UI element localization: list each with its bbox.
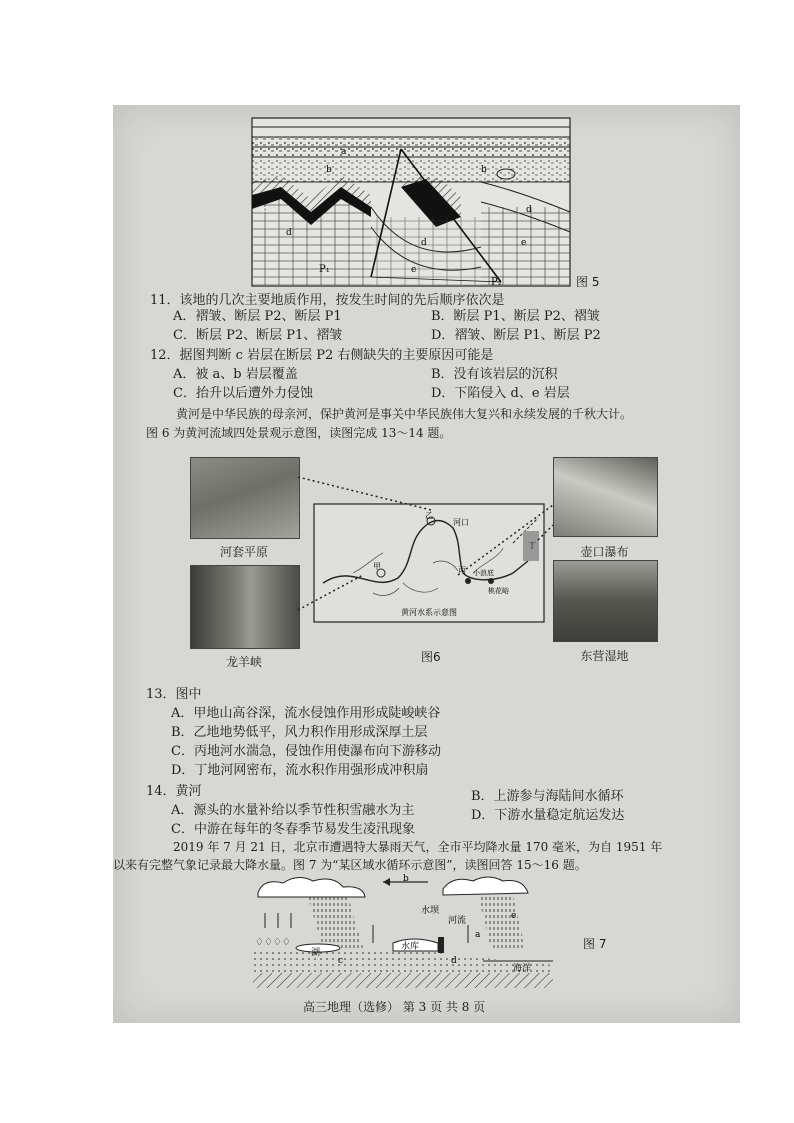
fig7-label-dam: 水坝 — [421, 906, 440, 916]
caption-hetao-plain: 河套平原 — [219, 545, 268, 559]
page-footer: 高三地理（选修） 第 3 页 共 8 页 — [303, 1000, 486, 1014]
q12-option-b[interactable]: B．没有该岩层的沉积 — [431, 367, 558, 382]
q13-option-d[interactable]: D．丁地河网密布，流水积作用强形成冲积扇 — [171, 763, 429, 778]
fig7-label-reservoir: 水库 — [401, 942, 420, 952]
fig5-mark-d2: d — [421, 238, 427, 248]
fig7-label-b: b — [403, 874, 409, 884]
caption-longyang-gorge: 龙羊峡 — [225, 655, 262, 669]
map-label-ding: 丁 — [528, 541, 536, 550]
q12-option-a[interactable]: A．被 a、b 岩层覆盖 — [173, 367, 298, 382]
fig7-label-c: c — [338, 956, 344, 966]
figure-7-label: 图 7 — [583, 937, 607, 951]
question-14-stem: 14．黄河 — [146, 784, 202, 799]
q13-option-a[interactable]: A．甲地山高谷深，流水侵蚀作用形成陡峻峡谷 — [171, 706, 441, 721]
map-label-bing: 丙 — [458, 566, 466, 575]
q12-option-d[interactable]: D．下陷侵入 d、e 岩层 — [431, 386, 570, 401]
fig7-label-river: 河流 — [448, 916, 467, 926]
map-label-yi: 乙 — [425, 511, 433, 520]
fig5-mark-b: b — [326, 165, 332, 175]
caption-hukou-waterfall: 壶口瀑布 — [580, 545, 629, 559]
svg-text:♢♢♢♢: ♢♢♢♢ — [255, 937, 291, 948]
intro-fig7-line2: 以来有完整气象记录最大降水量。图 7 为“某区域水循环示意图”，读图回答 15～16 题。 — [113, 858, 587, 872]
fig5-mark-c: c — [263, 205, 269, 215]
q14-option-c[interactable]: C．中游在每年的冬春季节易发生凌汛现象 — [171, 822, 415, 837]
map-label-xiaolangdi: 小浪底 — [473, 569, 494, 577]
question-12-stem: 12．据图判断 c 岩层在断层 P2 右侧缺失的主要原因可能是 — [150, 348, 494, 363]
fig7-label-d: d — [451, 956, 457, 966]
fig5-fault-p1: P₁ — [319, 264, 330, 275]
figure-5-label: 图 5 — [576, 275, 600, 289]
water-cycle-diagram — [253, 873, 553, 988]
fig5-mark-d: d — [286, 228, 292, 238]
fig7-label-ocean: 海洋 — [513, 964, 532, 974]
fig5-mark-e2: e — [521, 238, 527, 248]
fig5-mark-b2: b — [481, 165, 487, 175]
intro-fig6-line1: 黄河是中华民族的母亲河，保护黄河是事关中华民族伟大复兴和永续发展的千秋大计。 — [176, 407, 633, 421]
q14-option-d[interactable]: D．下游水量稳定航运发达 — [471, 808, 625, 823]
q13-option-c[interactable]: C．丙地河水湍急，侵蚀作用使瀑布向下游移动 — [171, 744, 441, 759]
exam-page — [113, 105, 740, 1023]
q13-option-b[interactable]: B．乙地地势低平，风力积作用形成深厚土层 — [171, 725, 428, 740]
fig6-leader-lines — [113, 105, 740, 705]
intro-fig6-line2: 图 6 为黄河流域四处景观示意图，读图完成 13～14 题。 — [146, 426, 452, 440]
intro-fig7-line1: 2019 年 7 月 21 日，北京市遭遇特大暴雨天气，全市平均降水量 170 毫米，为自 1951 年 — [173, 840, 663, 854]
q11-option-c[interactable]: C．断层 P2、断层 P1、褶皱 — [173, 328, 343, 343]
caption-dongying-wetland: 东营湿地 — [580, 649, 629, 663]
fig5-mark-d3: d — [526, 205, 532, 215]
map-label-huayuankou: 桃花峪 — [488, 587, 509, 595]
question-11-stem: 11．该地的几次主要地质作用，按发生时间的先后顺序依次是 — [150, 293, 505, 308]
figure-7 — [253, 873, 553, 988]
fig5-mark-e: e — [411, 265, 417, 275]
fig5-fault-p2: P₂ — [491, 277, 502, 287]
fig5-mark-a: a — [341, 147, 347, 157]
q11-option-a[interactable]: A．褶皱、断层 P2、断层 P1 — [173, 309, 342, 324]
map-label-jia: 甲 — [373, 562, 381, 571]
fig7-label-lake: 湖 — [311, 948, 321, 958]
q12-option-c[interactable]: C．抬升以后遭外力侵蚀 — [173, 386, 313, 401]
q11-option-d[interactable]: D．褶皱、断层 P1、断层 P2 — [431, 328, 601, 343]
map-title: 黄河水系示意图 — [401, 608, 457, 617]
map-label-hekou: 河口 — [453, 518, 469, 527]
q14-option-a[interactable]: A．源头的水量补给以季节性积雪融水为主 — [171, 803, 415, 818]
figure-6-label: 图6 — [421, 650, 441, 664]
q14-option-b[interactable]: B．上游参与海陆间水循环 — [471, 789, 624, 804]
question-13-stem: 13．图中 — [146, 687, 202, 702]
q11-option-b[interactable]: B．断层 P1、断层 P2、褶皱 — [431, 309, 600, 324]
fig7-label-a: a — [475, 930, 481, 940]
fig7-label-e: e — [511, 911, 517, 921]
